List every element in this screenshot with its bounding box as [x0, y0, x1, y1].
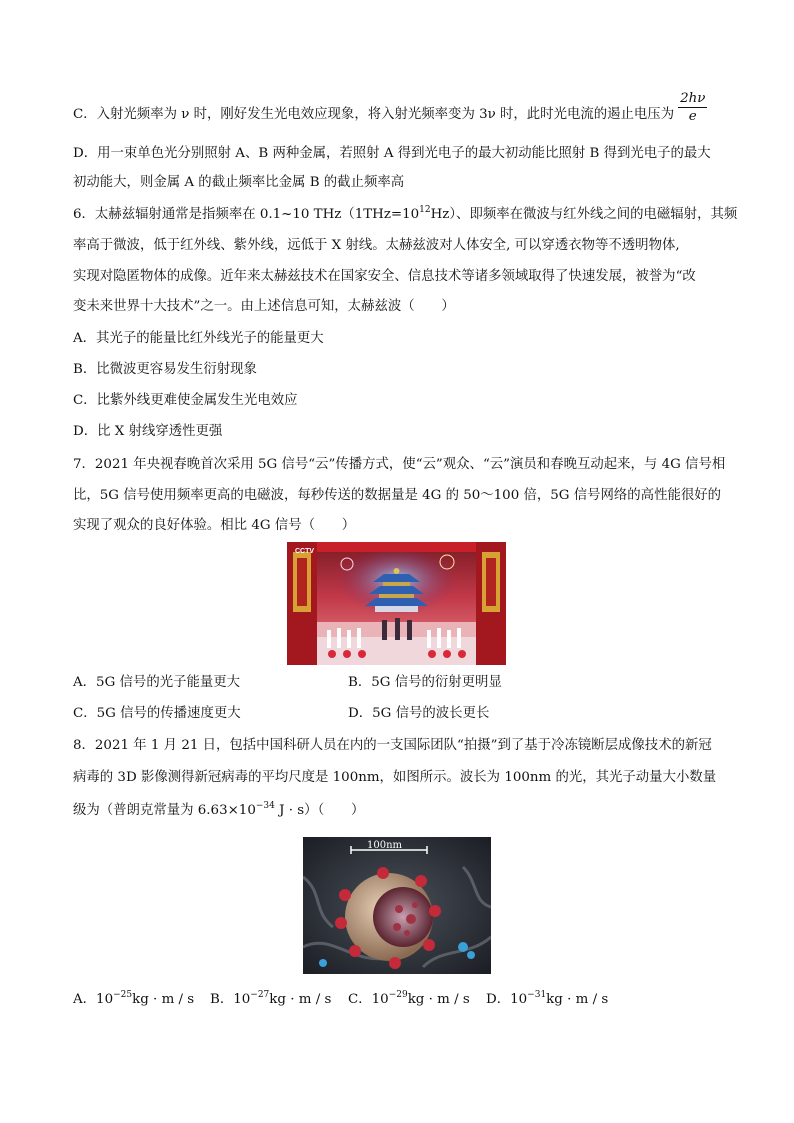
q6-option-d: D．比 X 射线穿透性更强 [73, 424, 223, 439]
q7-stem-line2: 比，5G 信号使用频率更高的电磁波，每秒传送的数据量是 4G 的 50～100 倍，5G 信号网络的高性能很好的 [73, 488, 722, 503]
q5-option-d-line2: 初动能大，则金属 A 的截止频率比金属 B 的截止频率高 [73, 175, 405, 190]
q6-option-c: C．比紫外线更难使金属发生光电效应 [73, 393, 298, 408]
q8-option-d [486, 990, 608, 1010]
q7-stem-line3: 实现了观众的良好体验。相比 4G 信号（ ） [73, 518, 356, 533]
q6-exponent: 12 [419, 205, 431, 215]
q5-option-d-line1: D．用一束单色光分别照射 A、B 两种金属，若照射 A 得到光电子的最大初动能比照射 B 得到光电子的最大 [73, 146, 711, 161]
scale-bar-label: 100nm [367, 840, 403, 851]
q8-option-d-exp: −31 [527, 990, 547, 1000]
q8-option-c [348, 990, 470, 1010]
q7-gala-stage-image [287, 542, 506, 665]
q8-option-a-exp: −25 [113, 990, 133, 1000]
q8-option-d-unit: kg · m / s [546, 992, 609, 1007]
fraction-numerator: 2hν [680, 91, 706, 106]
q8-option-b-unit: kg · m / s [269, 992, 332, 1007]
q8-stem-line1: 8．2021 年 1 月 21 日，包括中国科研人员在内的一支国际团队“拍摄”到了基于冷冻镜断层成像技术的新冠 [73, 738, 712, 753]
q8-option-b-pre: B．10 [210, 992, 251, 1007]
cctv-logo-text: CCTV [295, 548, 315, 555]
q7-option-c: C．5G 信号的传播速度更大 [73, 706, 241, 721]
q8-option-a-unit: kg · m / s [132, 992, 195, 1007]
q8-stem-line2: 病毒的 3D 影像测得新冠病毒的平均尺度是 100nm，如图所示。波长为 100nm 的光，其光子动量大小数量 [73, 770, 717, 785]
q8-option-a [73, 990, 194, 1010]
q8-stem-line3 [73, 801, 364, 821]
q8-stem-line3-b: J · s）（ ） [274, 803, 365, 818]
q8-option-d-pre: D．10 [486, 992, 528, 1007]
q6-option-b: B．比微波更容易发生衍射现象 [73, 362, 257, 377]
q5-option-c-fraction [678, 90, 707, 125]
q6-stem-line1-b: Hz）、即频率在微波与红外线之间的电磁辐射，其频 [430, 207, 738, 222]
q6-stem-line2: 率高于微波，低于红外线、紫外线，远低于 X 射线。太赫兹波对人体安全, 可以穿透衣物等不透明物体, [73, 238, 680, 253]
q8-virus-image [303, 837, 491, 974]
q8-option-b-exp: −27 [250, 990, 270, 1000]
q8-exponent: −34 [255, 801, 275, 811]
q6-stem-line1 [73, 205, 737, 225]
q7-stem-line1: 7．2021 年央视春晚首次采用 5G 信号“云”传播方式，使“云”观众、“云”演员和春晚互动起来，与 4G 信号相 [73, 457, 726, 472]
q8-option-a-pre: A．10 [73, 992, 114, 1007]
fraction-denominator: e [688, 109, 697, 124]
q6-stem-line3: 实现对隐匿物体的成像。近年来太赫兹技术在国家安全、信息技术等诸多领域取得了快速发展，被誉为“改 [73, 269, 696, 284]
q6-stem-line4: 变未来世界十大技术”之一。由上述信息可知，太赫兹波（ ） [73, 299, 455, 314]
q7-option-d: D．5G 信号的波长更长 [348, 706, 490, 721]
q8-option-c-unit: kg · m / s [407, 992, 470, 1007]
q6-stem-line1-a: 6．太赫兹辐射通常是指频率在 0.1~10 THz（1THz=10 [73, 207, 420, 222]
q6-option-a: A．其光子的能量比红外线光子的能量更大 [73, 331, 324, 346]
q8-option-c-pre: C．10 [348, 992, 389, 1007]
q8-stem-line3-a: 级为（普朗克常量为 6.63×10 [73, 803, 256, 818]
q8-option-c-exp: −29 [388, 990, 408, 1000]
q5-option-c-text: C．入射光频率为 ν 时，刚好发生光电效应现象，将入射光频率变为 3ν 时，此时光电流的遏止电压为 [73, 107, 675, 122]
q7-option-a: A．5G 信号的光子能量更大 [73, 675, 241, 690]
q7-option-b: B．5G 信号的衍射更明显 [348, 675, 502, 690]
q8-option-b [210, 990, 331, 1010]
